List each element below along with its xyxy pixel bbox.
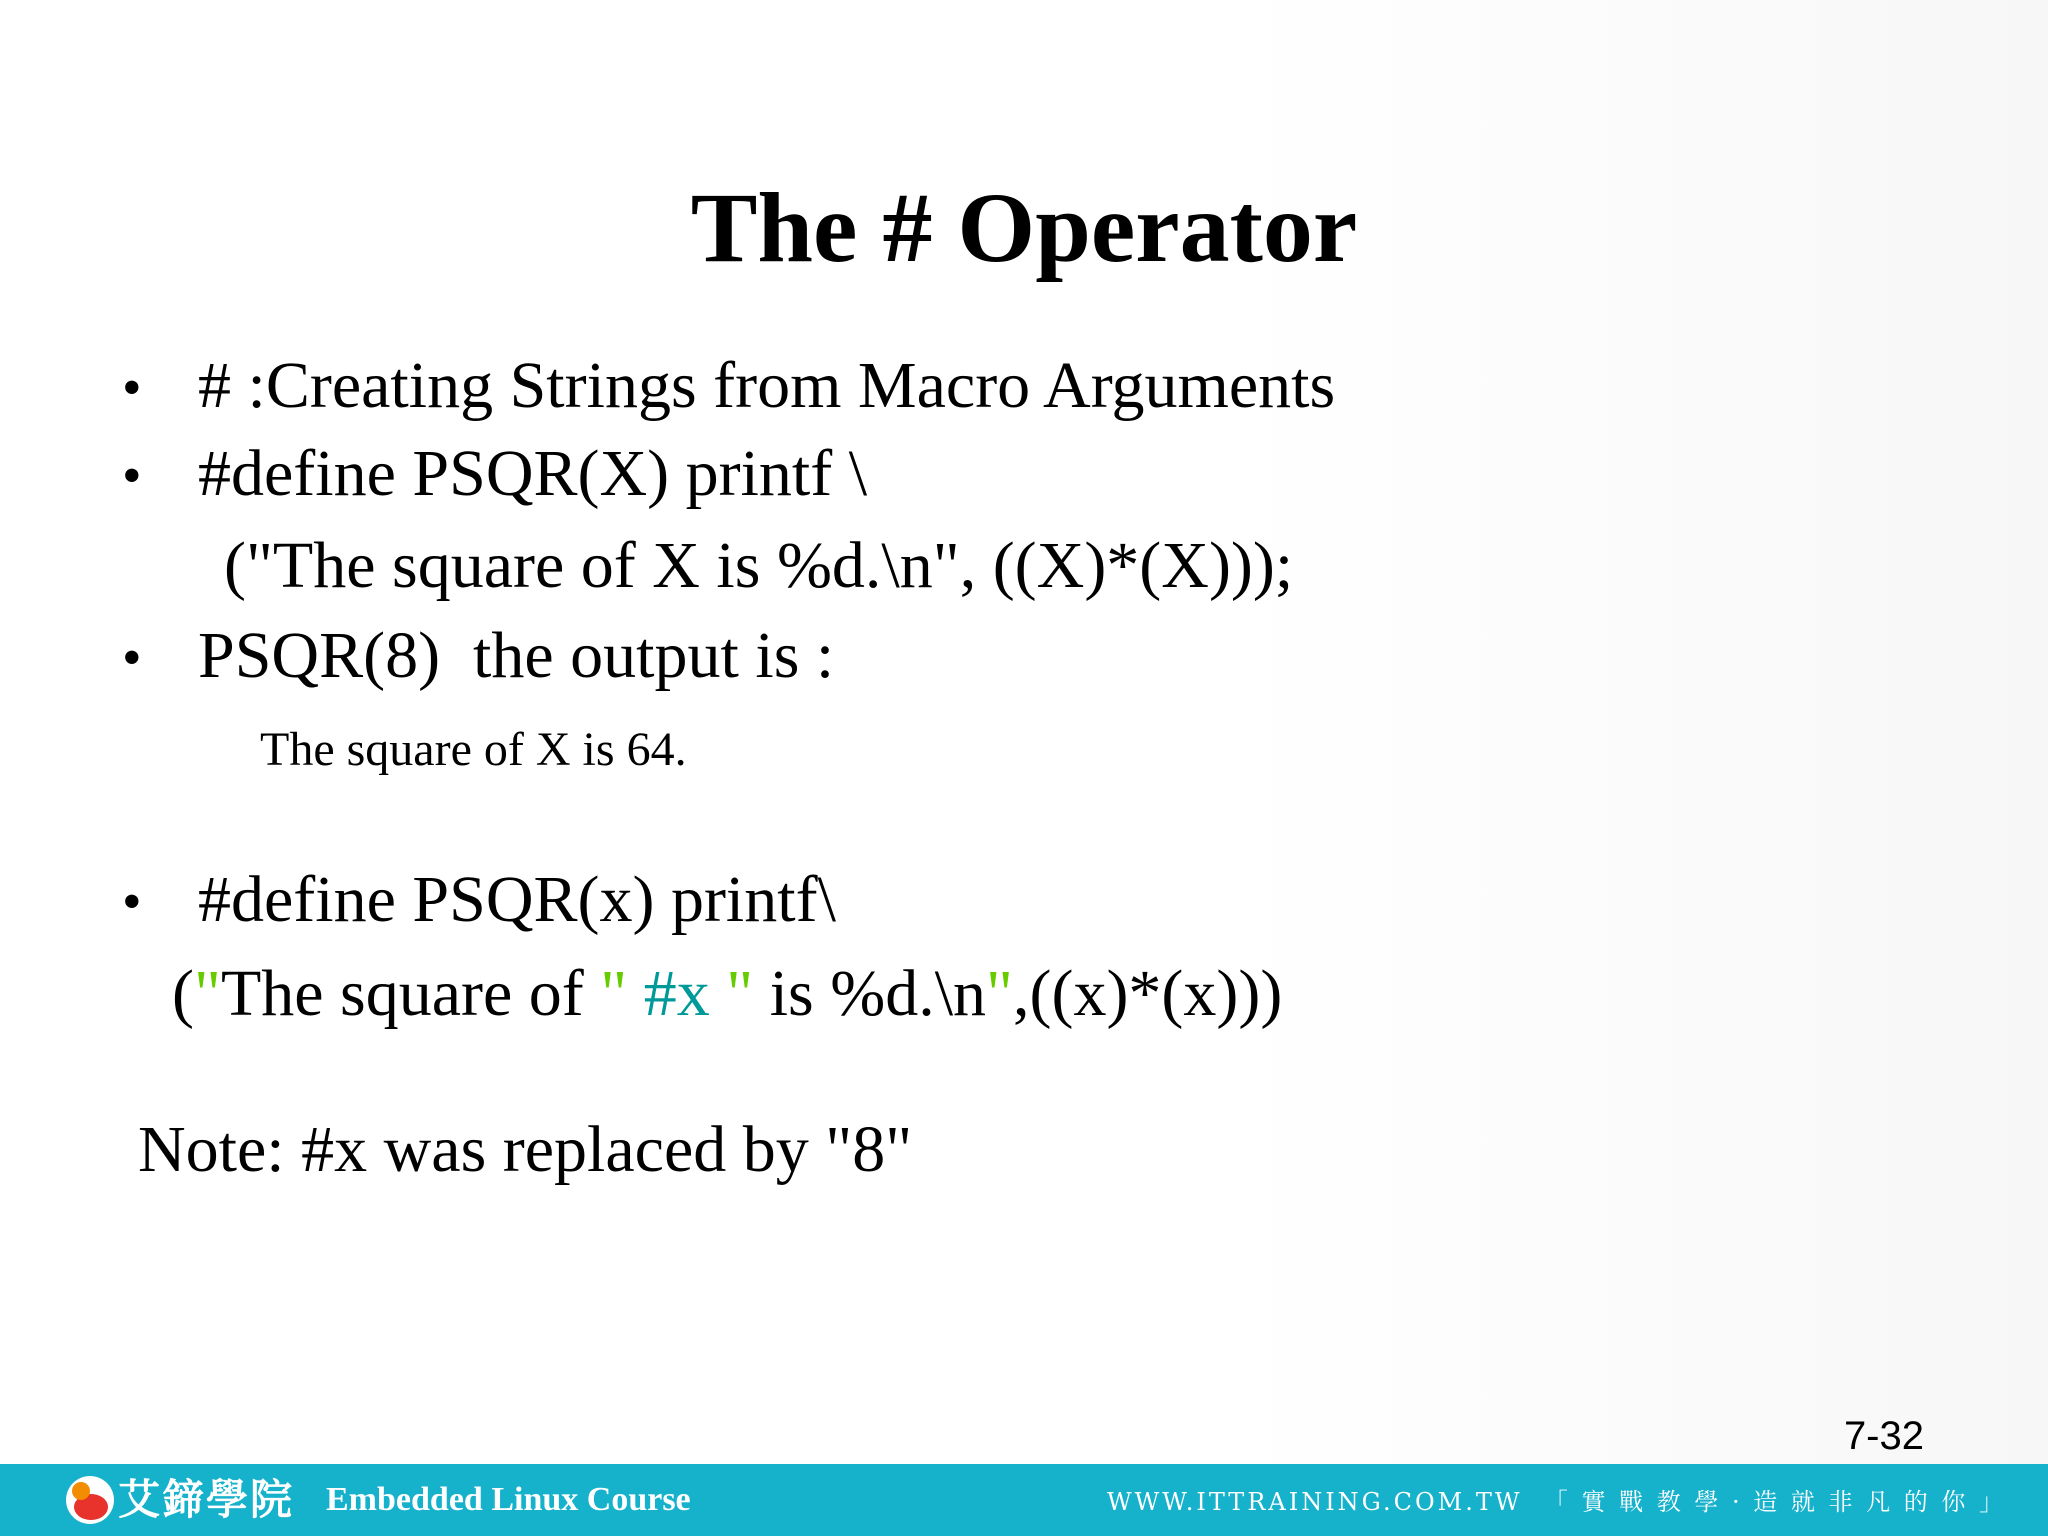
quote-mark: ": [193, 957, 221, 1030]
code-part: The square of: [220, 957, 601, 1030]
footer-bar: [0, 1464, 2048, 1536]
bullet-continuation-2: ("The square of X is %d.\n", ((X)*(X)));: [224, 529, 1294, 602]
code-part: (: [172, 957, 194, 1030]
course-name: Embedded Linux Course: [326, 1481, 691, 1518]
slogan: 「 實 戰 教 學 · 造 就 非 凡 的 你 」: [1543, 1488, 2006, 1516]
quote-mark: ": [986, 957, 1013, 1030]
bullet-dot: •: [122, 871, 142, 933]
note-text: Note: #x was replaced by "8": [138, 1113, 913, 1186]
footer-website: [1107, 1484, 2006, 1520]
bullet-text-3: PSQR(8) the output is :: [198, 619, 835, 692]
logo-icon: [66, 1476, 114, 1524]
bullet-continuation-4: [172, 954, 1282, 1034]
code-part: is %d.\n: [753, 957, 987, 1030]
bullet-text-4: #define PSQR(x) printf\: [198, 863, 836, 936]
logo: [66, 1472, 294, 1528]
output-text: The square of X is 64.: [260, 723, 687, 776]
code-part: ,((x)*(x))): [1012, 957, 1283, 1030]
slide-title: The # Operator: [690, 172, 1358, 283]
quote-mark: ": [600, 957, 628, 1030]
bullet-text-2: #define PSQR(X) printf \: [198, 437, 868, 510]
page-number: 7-32: [1843, 1414, 1924, 1458]
bullet-dot: •: [122, 445, 142, 507]
stringize-token: #x: [627, 957, 727, 1030]
website-url: WWW.ITTRAINING.COM.TW: [1106, 1488, 1523, 1516]
bullet-text-1: # :Creating Strings from Macro Arguments: [198, 349, 1336, 422]
logo-text: 艾鍗學院: [118, 1475, 295, 1524]
quote-mark: ": [726, 957, 754, 1030]
bullet-dot: •: [122, 627, 142, 689]
bullet-dot: •: [122, 357, 142, 419]
